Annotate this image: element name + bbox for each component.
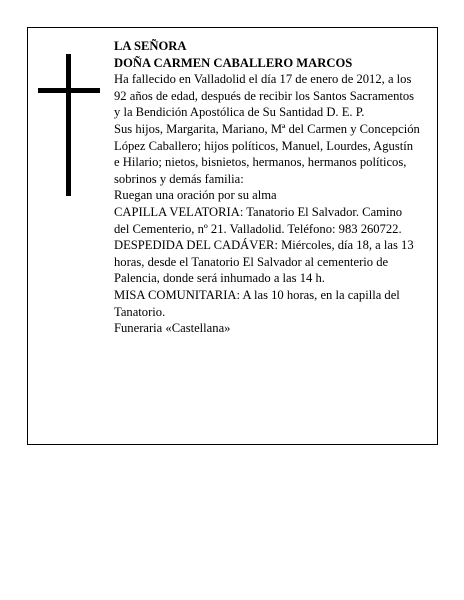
cross-vertical-bar: [66, 54, 71, 196]
obituary-text: [114, 38, 420, 337]
funeral-farewell-info: DESPEDIDA DEL CADÁVER: Miércoles, día 18, a las 13 horas, desde el Tanatorio El Salvador al cementerio de Palencia, donde será inhumado a las 14 h.: [114, 238, 414, 286]
community-mass-info: MISA COMUNITARIA: A las 10 horas, en la capilla del Tanatorio.: [114, 287, 400, 319]
wake-chapel-info: CAPILLA VELATORIA: Tanatorio El Salvador. Camino del Cementerio, nº 21. Valladolid. Teléfono: 983 260722.: [114, 204, 403, 236]
deceased-name: DOÑA CARMEN CABALLERO MARCOS: [114, 55, 353, 70]
cross-horizontal-bar: [38, 88, 100, 93]
funeral-home: Funeraria «Castellana»: [114, 321, 231, 336]
family-members: Sus hijos, Margarita, Mariano, Mª del Carmen y Concepción López Caballero; hijos políticos, Manuel, Lourdes, Agustín e Hilario; nietos, bisnietos, hermanos, hermanos políticos, sobrinos y demás familia:: [114, 121, 420, 186]
latin-cross-icon: [38, 54, 100, 196]
prayer-request: Ruegan una oración por su alma: [114, 188, 277, 203]
death-info: Ha fallecido en Valladolid el día 17 de enero de 2012, a los 92 años de edad, después de recibir los Santos Sacramentos y la Bendición Apostólica de Su Santidad D. E. P.: [114, 72, 415, 120]
notice-title-line: LA SEÑORA: [114, 39, 187, 53]
